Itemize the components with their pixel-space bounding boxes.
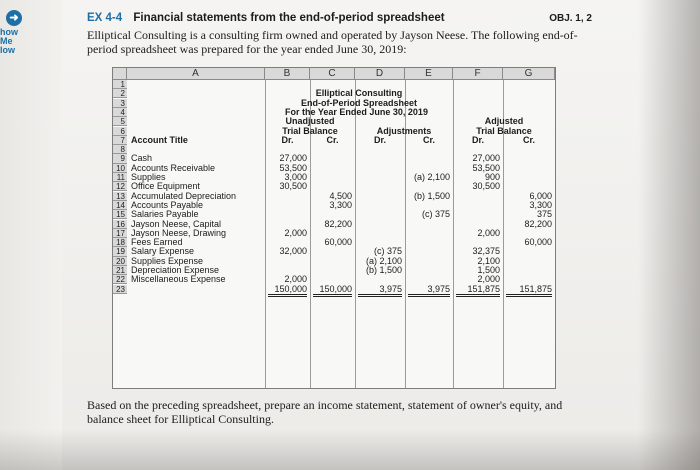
column-header-f: F <box>453 68 503 80</box>
total-cell: 150,000 <box>313 285 352 297</box>
amount-cell: 53,500 <box>472 162 500 173</box>
sheet-report-name: End-of-Period Spreadsheet <box>300 97 417 108</box>
total-cell: 151,875 <box>506 285 552 297</box>
sheet-corner <box>113 68 127 80</box>
row-number: 20 <box>113 257 127 266</box>
account-name: Accounts Receivable <box>131 162 216 173</box>
header-account-title: Account Title <box>131 134 188 145</box>
header-adjusted-trial-balance: Trial Balance <box>476 125 532 136</box>
exercise-heading <box>87 12 592 24</box>
total-cell: 150,000 <box>268 285 307 297</box>
header-dr-cr: Dr. <box>281 134 294 145</box>
row-number: 7 <box>113 136 127 145</box>
total-cell: 3,975 <box>408 285 450 297</box>
margin-line: how <box>0 27 18 37</box>
account-name: Cash <box>131 153 153 164</box>
header-adjusted: Adjusted <box>484 116 524 127</box>
amount-cell: 30,500 <box>472 181 500 192</box>
row-number: 21 <box>113 266 127 275</box>
header-dr-cr: Dr. <box>471 134 484 145</box>
amount-cell: (b) 1,500 <box>365 265 402 275</box>
account-name: Jayson Neese, Capital <box>131 218 222 229</box>
amount-cell: 60,000 <box>324 237 352 248</box>
row-number: 4 <box>113 108 127 117</box>
margin-line: low <box>0 45 15 55</box>
account-name: Miscellaneous Expense <box>131 274 226 285</box>
margin-line: Me <box>0 36 13 46</box>
header-dr-cr: Dr. <box>373 134 386 145</box>
column-header-b: B <box>265 68 310 80</box>
row-number: 11 <box>113 173 127 182</box>
sheet-period: For the Year Ended June 30, 2019 <box>285 106 428 117</box>
amount-cell: 27,000 <box>472 153 500 164</box>
page-shadow <box>638 0 700 470</box>
row-number: 13 <box>113 192 127 201</box>
objective-label: OBJ. 1, 2 <box>549 13 592 24</box>
amount-cell: 1,500 <box>477 265 500 275</box>
exercise-intro: Elliptical Consulting is a consulting firm owned and operated by Jayson Neese. The following end-of-period spreadsheet was prepared for the year ended June 30, 2019: <box>87 28 578 56</box>
sheet-company-name: Elliptical Consulting <box>315 88 403 99</box>
account-name: Supplies Expense <box>131 255 204 266</box>
amount-cell: (c) 375 <box>373 246 402 257</box>
total-cell: 151,875 <box>456 285 500 297</box>
amount-cell: 2,000 <box>477 274 500 285</box>
row-number: 12 <box>113 182 127 191</box>
total-cell: 3,975 <box>358 285 402 297</box>
row-number: 2 <box>113 89 127 98</box>
account-name: Depreciation Expense <box>131 265 220 275</box>
amount-cell: 4,500 <box>329 190 352 201</box>
row-number: 22 <box>113 275 127 284</box>
amount-cell: (c) 375 <box>421 209 450 220</box>
amount-cell: 375 <box>536 209 552 220</box>
row-number: 16 <box>113 220 127 229</box>
amount-cell: (a) 2,100 <box>413 172 450 182</box>
header-unadjusted: Unadjusted <box>285 116 335 127</box>
amount-cell: (b) 1,500 <box>413 190 450 201</box>
amount-cell: 32,375 <box>472 246 500 257</box>
row-number: 9 <box>113 154 127 163</box>
row-number: 19 <box>113 247 127 256</box>
row-number: 15 <box>113 210 127 219</box>
arrow-right-icon: ➜ <box>6 10 22 26</box>
row-number: 3 <box>113 99 127 108</box>
account-name: Accumulated Depreciation <box>131 190 237 201</box>
account-name: Accounts Payable <box>131 199 204 210</box>
account-name: Office Equipment <box>131 181 200 192</box>
account-name: Salary Expense <box>131 246 195 257</box>
row-number: 17 <box>113 229 127 238</box>
row-number: 6 <box>113 127 127 136</box>
row-number: 23 <box>113 285 127 294</box>
exercise-number: EX 4-4 <box>87 12 123 24</box>
amount-cell: 3,300 <box>529 199 552 210</box>
column-header-e: E <box>405 68 453 80</box>
amount-cell: 900 <box>484 172 500 182</box>
amount-cell: 27,000 <box>279 153 307 164</box>
amount-cell: 3,300 <box>329 199 352 210</box>
amount-cell: 2,000 <box>284 274 307 285</box>
amount-cell: 6,000 <box>529 190 552 201</box>
amount-cell: 2,100 <box>477 255 500 266</box>
margin-text <box>0 28 36 55</box>
amount-cell: 30,500 <box>279 181 307 192</box>
account-name: Supplies <box>131 172 166 182</box>
row-number: 1 <box>113 80 127 89</box>
amount-cell: (a) 2,100 <box>365 255 402 266</box>
account-name: Salaries Payable <box>131 209 199 220</box>
row-number: 14 <box>113 201 127 210</box>
amount-cell: 82,200 <box>324 218 352 229</box>
amount-cell: 2,000 <box>284 227 307 238</box>
row-number: 10 <box>113 164 127 173</box>
amount-cell: 3,000 <box>284 172 307 182</box>
page-shadow-bottom <box>0 430 700 470</box>
exercise-title: Financial statements from the end-of-period spreadsheet <box>133 12 445 24</box>
amount-cell: 53,500 <box>279 162 307 173</box>
column-header-g: G <box>503 68 555 80</box>
column-header-c: C <box>310 68 355 80</box>
column-header-a: A <box>127 68 265 80</box>
amount-cell: 32,000 <box>279 246 307 257</box>
exercise-instructions: Based on the preceding spreadsheet, prepare an income statement, statement of owner's equity, and balance sheet for Elliptical Consulting. <box>87 398 563 426</box>
row-number: 5 <box>113 117 127 126</box>
header-dr-cr: Cr. <box>422 134 435 145</box>
account-name: Jayson Neese, Drawing <box>131 227 227 238</box>
header-dr-cr: Cr. <box>326 134 339 145</box>
margin-strip <box>0 0 62 470</box>
amount-cell: 2,000 <box>477 227 500 238</box>
header-dr-cr: Cr. <box>522 134 535 145</box>
account-name: Fees Earned <box>131 237 183 248</box>
amount-cell: 82,200 <box>524 218 552 229</box>
amount-cell: 60,000 <box>524 237 552 248</box>
header-adjustments: Adjustments <box>376 125 432 136</box>
row-number: 18 <box>113 238 127 247</box>
spreadsheet <box>112 67 556 389</box>
header-trial-balance: Trial Balance <box>282 125 338 136</box>
column-header-d: D <box>355 68 405 80</box>
row-number: 8 <box>113 145 127 154</box>
